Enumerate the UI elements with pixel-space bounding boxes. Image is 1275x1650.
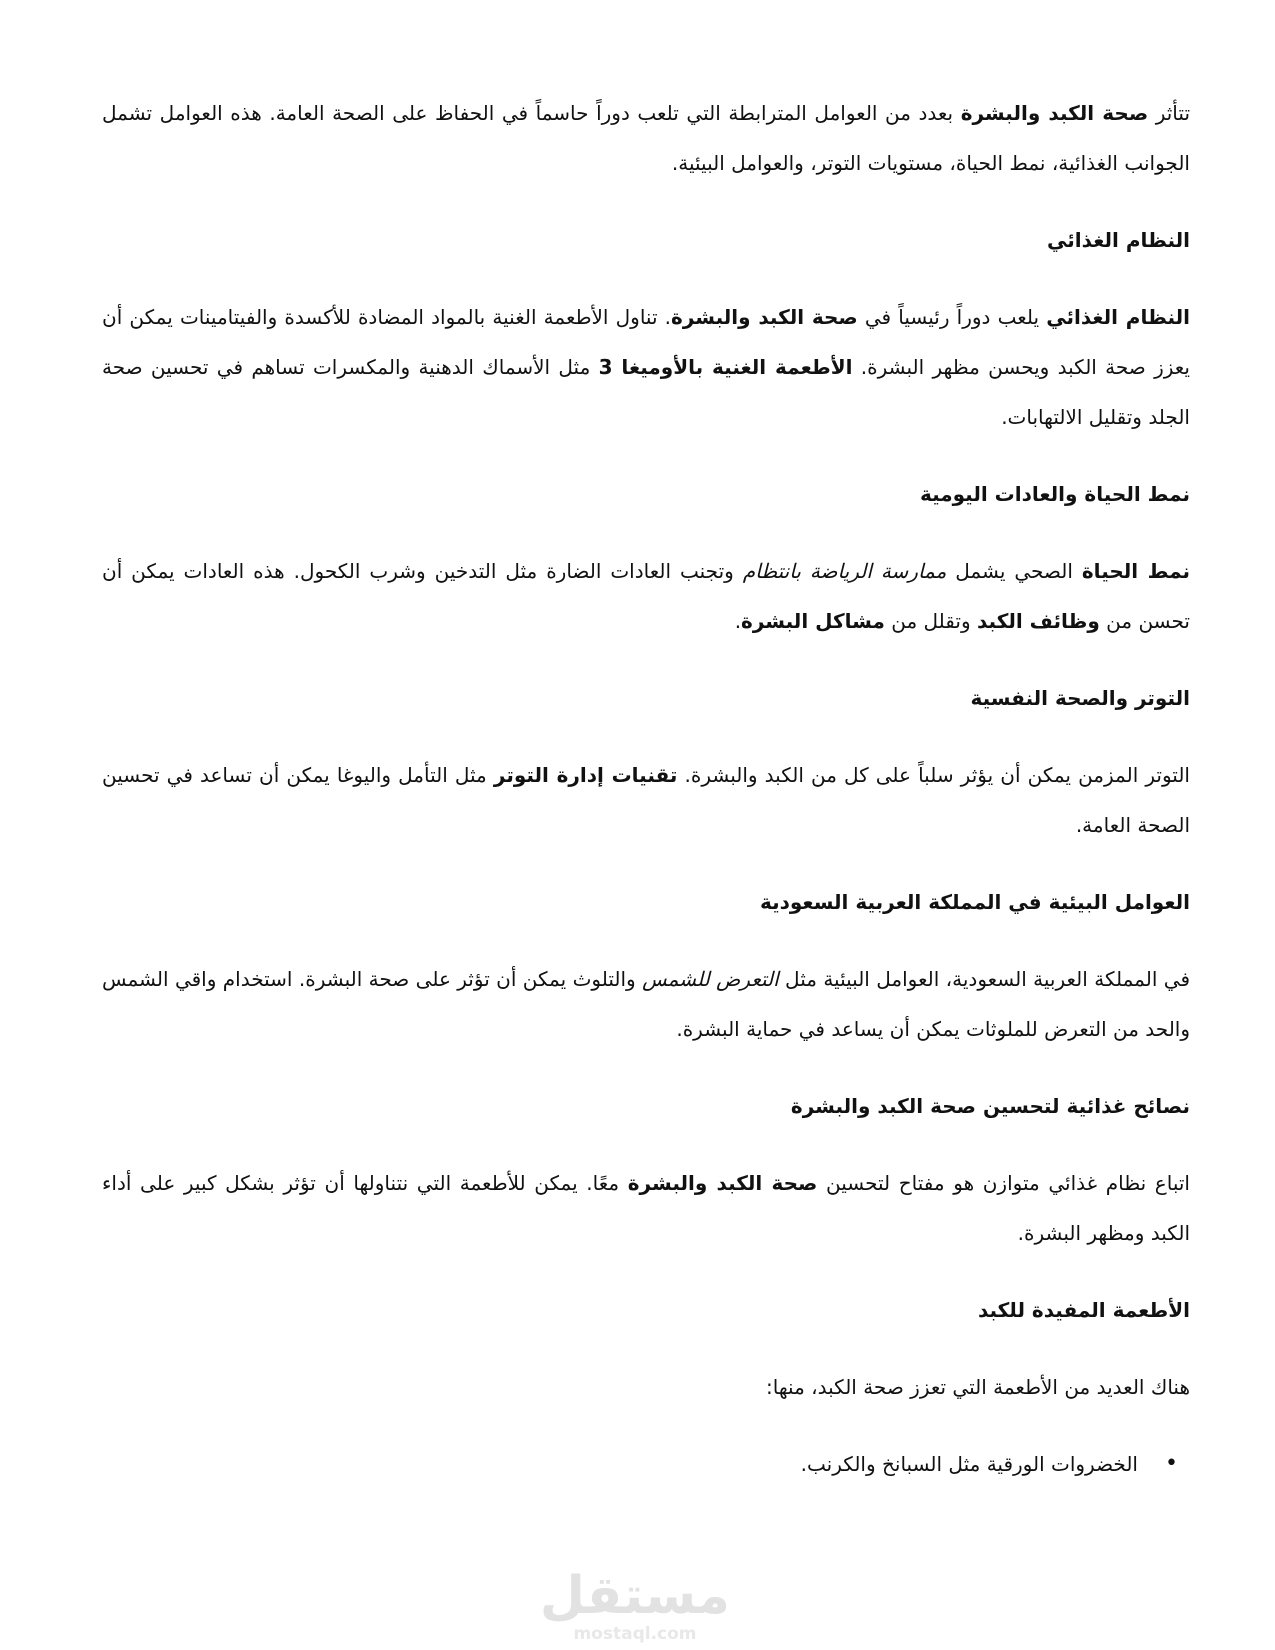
text-run: والتلوث يمكن أن تؤثر على صحة البشرة. استخدام واقي الشمس والحد من التعرض للملوثات يمكن أن يساعد في حماية البشرة.: [102, 967, 1190, 1041]
text-run: في المملكة العربية السعودية، العوامل البيئية مثل: [778, 967, 1191, 991]
heading-stress: التوتر والصحة النفسية: [970, 686, 1190, 710]
italic-run: التعرض للشمس: [642, 967, 779, 991]
heading-lifestyle: نمط الحياة والعادات اليومية: [919, 482, 1190, 506]
text-run: وتقلل من: [884, 609, 977, 633]
heading-liver-foods: الأطعمة المفيدة للكبد: [977, 1298, 1190, 1322]
text-run: اتباع نظام غذائي متوازن هو مفتاح لتحسين: [817, 1171, 1190, 1195]
text-run: التوتر المزمن يمكن أن يؤثر سلباً على كل من الكبد والبشرة.: [677, 763, 1190, 787]
bold-run: النظام الغذائي: [1046, 305, 1190, 329]
italic-run: ممارسة الرياضة بانتظام: [742, 559, 947, 583]
bold-run: صحة الكبد والبشرة: [627, 1171, 818, 1195]
text-run: وتجنب العادات الضارة مثل التدخين وشرب الكحول. هذه العادات يمكن أن تحسن من: [102, 559, 1190, 633]
stress-paragraph: [102, 750, 1190, 850]
text-run: يلعب دوراً رئيسياً في: [857, 305, 1047, 329]
liver-foods-list: [102, 1439, 1190, 1489]
nutrition-tips-paragraph: [102, 1158, 1190, 1258]
text-run: بعدد من العوامل المترابطة التي تلعب دوراً حاسماً في الحفاظ على الصحة العامة. هذه العوامل تشمل الجوانب الغذائية، نمط الحياة، مستويات التوتر، والعوامل البيئية.: [102, 101, 1190, 175]
bold-run: وظائف الكبد: [977, 609, 1100, 633]
bold-run: الأطعمة الغنية بالأوميغا 3: [598, 355, 853, 379]
list-item-text: الخضروات الورقية مثل السبانخ والكرنب.: [800, 1452, 1138, 1476]
text-run: معًا. يمكن للأطعمة التي نتناولها أن تؤثر بشكل كبير على أداء الكبد ومظهر البشرة.: [102, 1171, 1190, 1245]
text-run: مثل التأمل واليوغا يمكن أن تساعد في تحسين الصحة العامة.: [102, 763, 1190, 837]
bold-run: تقنيات إدارة التوتر: [493, 763, 678, 787]
text-run: .: [734, 609, 742, 633]
bold-run: نمط الحياة: [1081, 559, 1191, 583]
watermark-latin: mostaql.com: [573, 1624, 697, 1644]
watermark-logo: [540, 1568, 730, 1644]
lifestyle-paragraph: [102, 546, 1190, 646]
heading-nutrition-tips: نصائح غذائية لتحسين صحة الكبد والبشرة: [790, 1094, 1190, 1118]
bold-run: مشاكل البشرة: [741, 609, 885, 633]
text-run: . تناول الأطعمة الغنية بالمواد المضادة للأكسدة والفيتامينات يمكن أن يعزز صحة الكبد ويحسن مظهر البشرة.: [102, 305, 1190, 379]
text-run: تتأثر: [1148, 101, 1191, 125]
liver-foods-intro: هناك العديد من الأطعمة التي تعزز صحة الكبد، منها:: [766, 1375, 1190, 1399]
heading-diet: النظام الغذائي: [1047, 228, 1190, 252]
bold-run: صحة الكبد والبشرة: [671, 305, 858, 329]
list-item: [102, 1439, 1178, 1489]
bullet-icon: •: [1165, 1451, 1178, 1476]
text-run: الصحي يشمل: [946, 559, 1082, 583]
diet-paragraph: [102, 292, 1190, 442]
watermark-arabic: مستقل: [539, 1566, 730, 1626]
environment-paragraph: [102, 954, 1190, 1054]
document-body: [102, 88, 1190, 1489]
bold-run: صحة الكبد والبشرة: [960, 101, 1149, 125]
intro-paragraph: [102, 88, 1190, 188]
text-run: مثل الأسماك الدهنية والمكسرات تساهم في تحسين صحة الجلد وتقليل الالتهابات.: [102, 355, 1190, 429]
heading-environment: العوامل البيئية في المملكة العربية السعودية: [759, 890, 1190, 914]
